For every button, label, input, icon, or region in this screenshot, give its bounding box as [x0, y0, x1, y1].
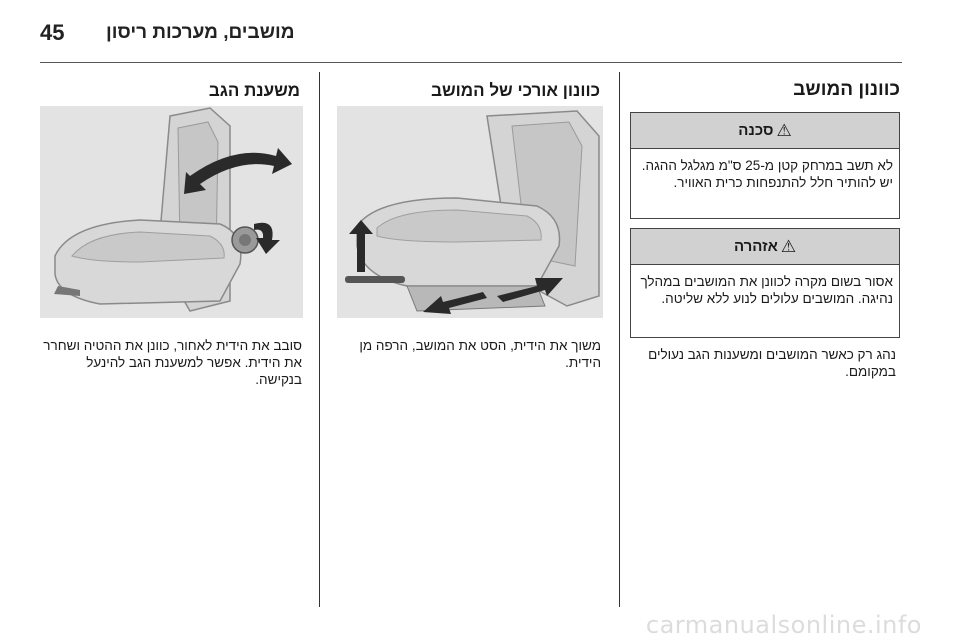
warning-box	[630, 228, 900, 338]
warning-triangle-icon: ⚠	[780, 236, 797, 256]
column-divider-left	[319, 72, 320, 607]
seat-slide-illustration	[337, 106, 603, 318]
section-title-seat-adjustment: כוונון המושב	[793, 79, 900, 100]
caution-text: לא תשב במרחק קטן מ-25 ס"מ מגלגל ההגה. יש להותיר חלל להתנפחות כרית האוויר.	[641, 158, 893, 190]
warning-header	[631, 229, 899, 265]
watermark: carmanualsonline.info	[645, 611, 922, 639]
caution-box	[630, 112, 900, 219]
header-divider	[40, 62, 902, 63]
chapter-title: מושבים, מערכות ריסון	[106, 22, 295, 43]
section-title-longitudinal: כוונון אורכי של המושב	[431, 81, 600, 100]
page-number: 45	[40, 20, 65, 45]
warning-triangle-icon: ⚠	[776, 120, 792, 140]
backrest-tilt-illustration	[40, 106, 303, 318]
caution-heading: סכנה	[738, 122, 774, 139]
section-title-backrest: משענת הגב	[208, 81, 300, 100]
column-divider-right	[619, 72, 620, 607]
page-header	[40, 14, 902, 50]
backrest-caption: סובב את הידית לאחור, כוונן את ההטיה ושחרר את הידית. אפשר למשענת הגב להינעל בנקישה.	[43, 338, 302, 387]
caution-header	[631, 113, 899, 149]
illustration-backrest	[40, 106, 303, 318]
illustration-seat-longitudinal	[337, 106, 603, 318]
warning-text: אסור בשום מקרה לכוונן את המושבים במהלך נהיגה. המושבים עלולים לנוע ללא שליטה.	[640, 274, 893, 306]
release-bar	[345, 276, 405, 283]
warning-heading: אזהרה	[733, 238, 778, 255]
longitudinal-caption: משוך את הידית, הסט את המושב, הרפה מן הידית.	[359, 338, 601, 370]
seat-note: נהג רק כאשר המושבים ומשענות הגב נעולים במקומם.	[648, 347, 896, 379]
